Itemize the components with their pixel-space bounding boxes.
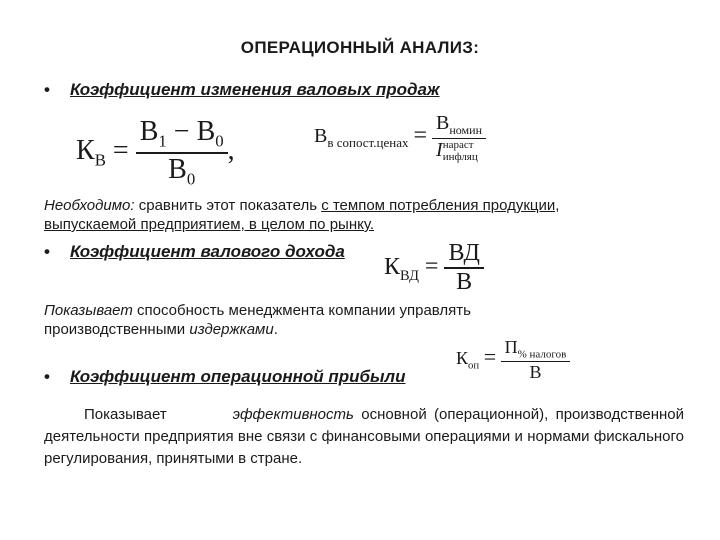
formula-eq: = <box>424 253 439 280</box>
fraction-denominator: В <box>444 267 483 296</box>
fraction-numerator: $П_{\% налогов}$ <box>504 337 567 361</box>
note-sales-change: Необходимо: сравнить этот показатель с темпом потребления продукции, выпускаемой предприятием, в целом по рынку. <box>44 197 560 233</box>
formula-lhs: $К_{ВД}$ <box>384 253 419 284</box>
formula-gross-income <box>384 240 484 296</box>
fraction-numerator: $В_{номин}$ <box>436 112 482 137</box>
formula-fraction <box>501 337 571 383</box>
fraction-denominator: В <box>501 361 571 383</box>
note-label: Показывает <box>44 302 133 319</box>
formula-operating-profit <box>456 337 570 383</box>
bullet-dot: • <box>44 80 50 99</box>
fraction-denominator: $В_0$ <box>136 152 228 190</box>
formula-fraction <box>136 116 228 189</box>
formula-lhs: $В_{в сопост.ценах}$ <box>314 125 409 151</box>
formula-eq: = <box>483 343 497 369</box>
formula-fraction <box>444 240 483 296</box>
body-operating-profit: Показывает эффективность основной (операционной), производственной деятельности предприятия вне связи с финансовыми операциями и нормами фискального регулирования, принятыми в стране. <box>44 406 685 467</box>
bullet-sales-change <box>44 80 440 100</box>
bullet-dot: • <box>44 367 50 386</box>
heading-gross-income: Коэффициент валового дохода <box>70 242 345 261</box>
fraction-numerator: $В_1 - В_0$ <box>139 116 224 151</box>
formula-comparable-prices <box>314 112 486 163</box>
formula-eq: = <box>112 135 129 167</box>
formula-lhs: $К_В$ <box>76 135 106 170</box>
formula-fraction <box>432 112 486 163</box>
formula-sales-change <box>76 116 235 189</box>
note-label: Необходимо: <box>44 197 135 214</box>
heading-sales-change: Коэффициент изменения валовых продаж <box>70 80 440 99</box>
note-gross-income: Показывает способность менеджмента компании управлять производственными издержками. <box>44 302 471 338</box>
bullet-operating-profit <box>44 367 406 387</box>
bullet-dot: • <box>44 242 50 261</box>
formula-eq: = <box>413 122 428 149</box>
heading-operating-profit: Коэффициент операционной прибыли <box>70 367 406 386</box>
bullet-gross-income <box>44 242 345 262</box>
formula-comma: , <box>227 135 235 167</box>
fraction-numerator: ВД <box>448 240 480 266</box>
slide-title: ОПЕРАЦИОННЫЙ АНАЛИЗ: <box>240 38 480 57</box>
formula-lhs: $К_{оп}$ <box>456 347 480 372</box>
fraction-denominator: I нараст инфляц <box>432 138 486 163</box>
